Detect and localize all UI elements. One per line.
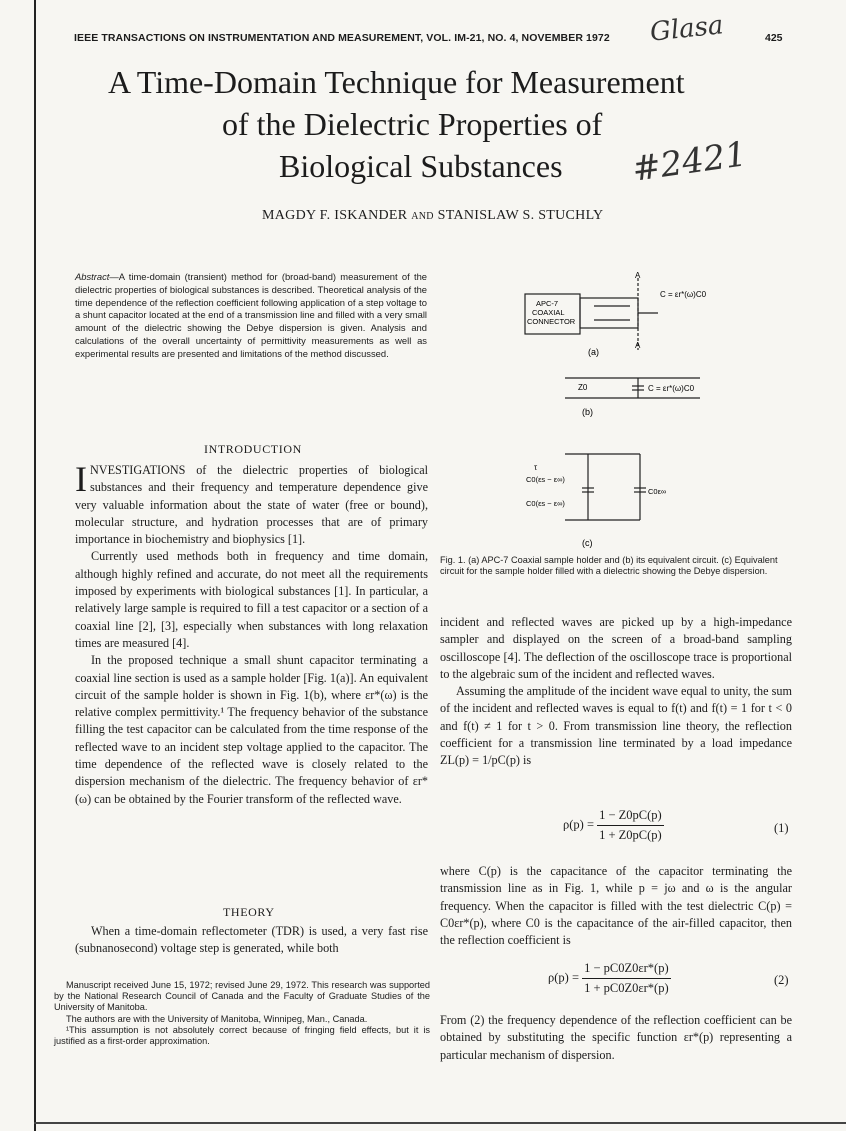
fig-label-c: (c) bbox=[582, 538, 593, 548]
intro-paragraph-2: Currently used methods both in frequency and time domain, although highly refined and accurate, do not meet all the requirements imposed by experiments with biological substances [1]. In particular, a relatively large sample is required to fill a test capacitor or a section of a coaxial line [2], [3], especially when substances with long relaxation times are measured [4]. bbox=[75, 549, 428, 650]
right-paragraph-1: incident and reflected waves are picked up by a high-impedance sampler and displayed on the screen of a broad-band sampling oscilloscope [4]. The deflection of the oscilloscope trace is proportional to the algebraic sum of the incident and reflected waves. bbox=[440, 615, 792, 681]
author-conjunction: AND bbox=[411, 211, 434, 222]
connector-label-2: COAXIAL bbox=[532, 308, 565, 317]
page-edge bbox=[34, 0, 36, 1131]
handwritten-signature: Glasa bbox=[648, 10, 725, 48]
cs-label-2: C0(εs − ε∞) bbox=[526, 499, 565, 508]
cinf-label: C0ε∞ bbox=[648, 487, 667, 496]
cap-label-b: C = εr*(ω)C0 bbox=[648, 384, 695, 393]
footnote-affiliation: The authors are with the University of Manitoba, Winnipeg, Man., Canada. bbox=[66, 1013, 368, 1024]
theory-paragraph-1: When a time-domain reflectometer (TDR) is used, a very fast rise (subnanosecond) voltage step is generated, while both bbox=[75, 924, 428, 956]
abstract bbox=[75, 271, 427, 361]
title-line-3: Biological Substances bbox=[279, 148, 563, 184]
cs-label-1: C0(εs − ε∞) bbox=[526, 475, 565, 484]
equation-1-denominator: 1 + Z0pC(p) bbox=[599, 828, 662, 842]
handwritten-id: #2421 bbox=[629, 134, 750, 190]
connector-label-1: APC-7 bbox=[536, 299, 559, 308]
intro-paragraph-3: In the proposed technique a small shunt capacitor terminating a coaxial line section is used as a sample holder [Fig. 1(a)]. An equivalent circuit of the sample holder is shown in Fig. 1(b), where εr*(ω) is the relative complex permittivity.¹ The frequency behavior of the substance filling the test capacitor can be calculated from the time response of the reflected wave to an incident step voltage applied to the capacitor. The time dependence of the reflected wave is closely related to the dispersion mechanism of the dielectric. The frequency behavior of εr*(ω) can be obtained by the Fourier transform of the reflected wave. bbox=[75, 653, 428, 806]
figure-caption: Fig. 1. (a) APC-7 Coaxial sample holder and (b) its equivalent circuit. (c) Equivalent circuit for the sample holder filled with a dielectric showing the Debye dispersion. bbox=[440, 555, 778, 576]
abstract-label: Abstract bbox=[75, 271, 110, 282]
cap-label-a: C = εr*(ω)C0 bbox=[660, 290, 707, 299]
right-paragraph-4: From (2) the frequency dependence of the reflection coefficient can be obtained by substituting the specific function εr*(p) representing a particular mechanism of dispersion. bbox=[440, 1013, 792, 1062]
right-paragraph-2: Assuming the amplitude of the incident wave equal to unity, the sum of the incident and reflected waves is equal to f(t) and f(t) = 1 for t < 0 and f(t) ≠ 1 for t > 0. From transmission line theory, the reflection coefficient for a transmission line terminated by a load impedance ZL(p) = 1/pC(p) is bbox=[440, 684, 792, 768]
fig-label-b: (b) bbox=[582, 407, 593, 417]
equation-1 bbox=[563, 808, 664, 843]
author-2: STANISLAW S. STUCHLY bbox=[437, 208, 604, 223]
page-number: 425 bbox=[765, 32, 783, 44]
authors bbox=[262, 208, 603, 224]
equation-1-numerator: 1 − Z0pC(p) bbox=[597, 808, 664, 826]
equation-2-lhs: ρ(p) = bbox=[548, 970, 579, 985]
author-1: MAGDY F. ISKANDER bbox=[262, 208, 408, 223]
right-column-bottom bbox=[440, 1012, 792, 1064]
equation-2-number: (2) bbox=[774, 973, 789, 987]
left-column-intro bbox=[75, 459, 428, 808]
equation-2-numerator: 1 − pC0Z0εr*(p) bbox=[582, 961, 671, 979]
line-impedance-label: Z0 bbox=[578, 383, 588, 392]
node-a-top: A bbox=[635, 271, 641, 280]
journal-header: IEEE TRANSACTIONS ON INSTRUMENTATION AND MEASUREMENT, VOL. IM-21, NO. 4, NOVEMBER 1972 bbox=[74, 32, 610, 44]
drop-cap: I bbox=[75, 459, 87, 499]
equation-2-denominator: 1 + pC0Z0εr*(p) bbox=[584, 981, 669, 995]
introduction-heading: INTRODUCTION bbox=[204, 442, 302, 456]
figure-1 bbox=[470, 270, 810, 555]
equation-2 bbox=[548, 961, 671, 996]
intro-paragraph-1: INVESTIGATIONS of the dielectric properties of biological substances and their frequency and temperature dependence give very valuable information about the state of water (free or bound), molecular structure, and hydration processes that are of primary importance in biochemistry and biophysics [1]. bbox=[75, 459, 428, 547]
title-line-2: of the Dielectric Properties of bbox=[222, 106, 603, 142]
abstract-text: —A time-domain (transient) method for (broad-band) measurement of the dielectric properties of biological substances is described. Theoretical analysis of the time dependence of the reflection coefficient following application of a step voltage to a shunt capacitor located at the end of a transmission line and filled with a very small amount of the dielectric showing the Debye dispersion is given. Analysis and calculations of the overall uncertainty of permittivity measurements as well as experimental results are presented and limitations of the method discussed. bbox=[75, 271, 427, 359]
right-paragraph-3: where C(p) is the capacitance of the capacitor terminating the transmission line as in Fig. 1, while p = jω and ω is the angular frequency. When the capacitor is filled with the test dielectric C(p) = C0εr*(p), where C0 is the capacitance of the air-filled capacitor, then the reflection coefficient is bbox=[440, 864, 792, 948]
footnotes bbox=[54, 980, 430, 1047]
right-column-middle bbox=[440, 863, 792, 949]
theory-text bbox=[75, 923, 428, 958]
equation-1-lhs: ρ(p) = bbox=[563, 817, 594, 832]
right-column-top bbox=[440, 614, 792, 770]
page-edge-bottom bbox=[34, 1122, 846, 1124]
connector-label-3: CONNECTOR bbox=[527, 317, 576, 326]
node-a-bottom: A bbox=[635, 341, 641, 350]
footnote-manuscript: Manuscript received June 15, 1972; revised June 29, 1972. This research was supported by the National Research Council of Canada and the Faculty of Graduate Studies of the University of Manitoba. bbox=[54, 980, 430, 1013]
equation-1-number: (1) bbox=[774, 821, 789, 835]
footnote-1: ¹This assumption is not absolutely correct because of fringing field effects, but it is justified as a first-order approximation. bbox=[54, 1024, 430, 1047]
figure-1-diagram bbox=[470, 270, 810, 555]
fig-label-a: (a) bbox=[588, 347, 599, 357]
tau-label: τ bbox=[534, 463, 538, 472]
theory-heading: THEORY bbox=[223, 905, 275, 919]
title-line-1: A Time-Domain Technique for Measurement bbox=[108, 64, 685, 100]
